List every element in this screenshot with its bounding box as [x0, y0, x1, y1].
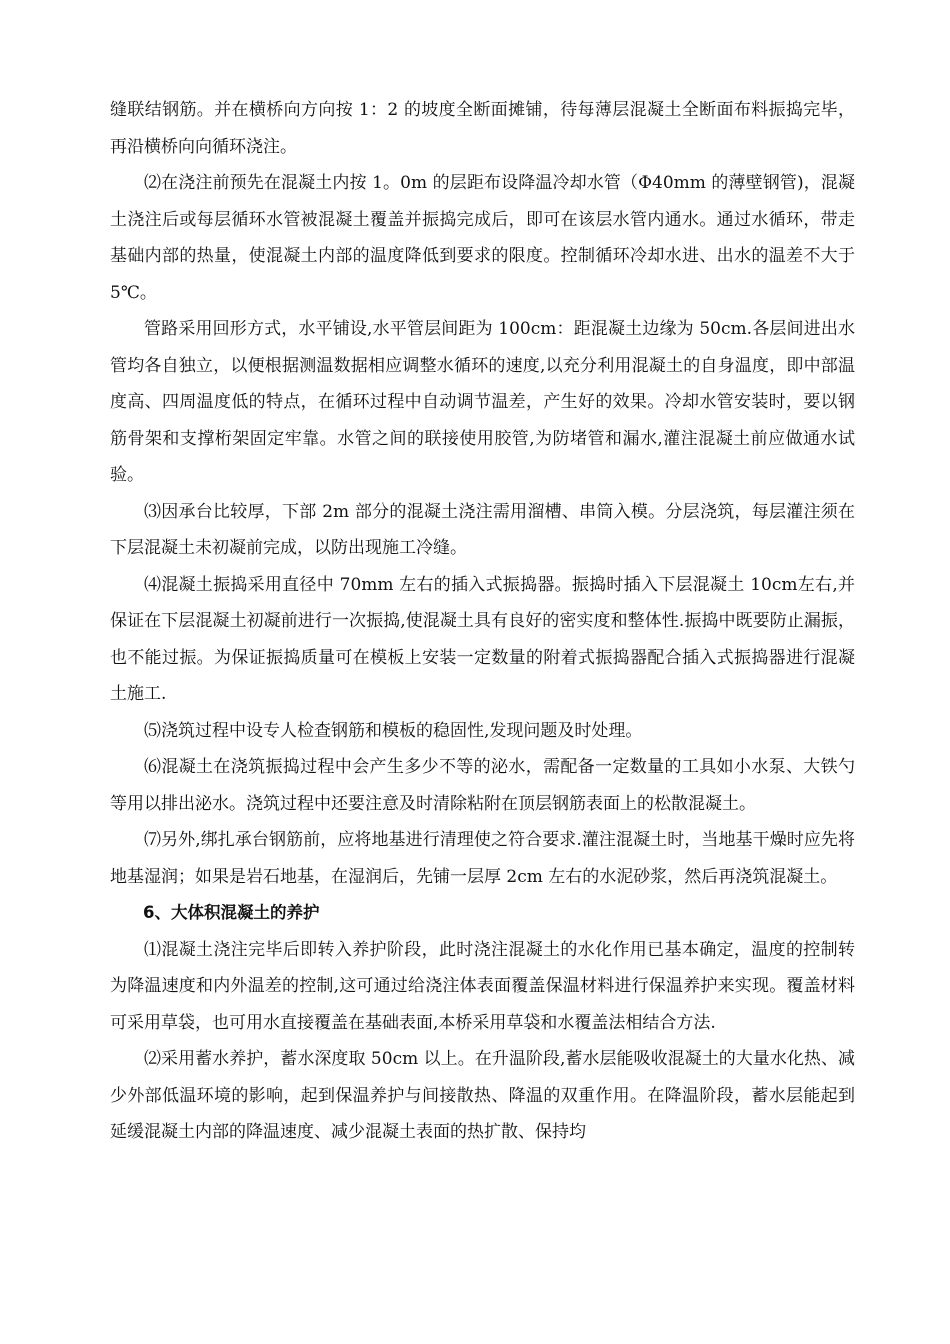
document-page: [110, 92, 855, 1151]
paragraph-cooling-pipes: ⑵在浇注前预先在混凝土内按 1。0m 的层距布设降温冷却水管（Φ40mm 的薄壁钢管)，混凝土浇注后或每层循环水管被混凝土覆盖并振捣完成后，即可在该层水管内通水。通过水循环，带走基础内部的热量，使混凝土内部的温度降低到要求的限度。控制循环冷却水进、出水的温差不大于 5℃。: [110, 173, 855, 303]
paragraph-bleed-water: ⑹混凝土在浇筑振捣过程中会产生多少不等的泌水，需配备一定数量的工具如小水泵、大铁勺等用以排出泌水。浇筑过程中还要注意及时清除粘附在顶层钢筋表面上的松散混凝土。: [110, 757, 855, 814]
paragraph-vibration: ⑷混凝土振捣采用直径中 70mm 左右的插入式振捣器。振捣时插入下层混凝土 10cm左右,并保证在下层混凝土初凝前进行一次振捣,使混凝土具有良好的密实度和整体性.振捣中既要防止漏振，也不能过振。为保证振捣质量可在模板上安装一定数量的附着式振捣器配合插入式振捣器进行混凝土施工.: [110, 574, 855, 704]
paragraph-foundation-prep: ⑺另外,绑扎承台钢筋前，应将地基进行清理使之符合要求.灌注混凝土时，当地基干燥时应先将地基湿润；如果是岩石地基，在湿润后，先铺一层厚 2cm 左右的水泥砂浆，然后再浇筑混凝土。: [110, 830, 855, 887]
paragraph-inspection: ⑸浇筑过程中设专人检查钢筋和模板的稳固性,发现问题及时处理。: [144, 720, 643, 741]
paragraph-chute-pouring: ⑶因承台比较厚，下部 2m 部分的混凝土浇注需用溜槽、串筒入模。分层浇筑，每层灌注须在下层混凝土未初凝前完成，以防出现施工冷缝。: [110, 501, 855, 558]
section-heading: 6、大体积混凝土的养护: [143, 903, 320, 922]
paragraph-water-curing: ⑵采用蓄水养护，蓄水深度取 50cm 以上。在升温阶段,蓄水层能吸收混凝土的大量水化热、减少外部低温环境的影响，起到保温养护与间接散热、降温的双重作用。在降温阶段，蓄水层能起到延缓混凝土内部的降温速度、减少混凝土表面的热扩散、保持均: [110, 1049, 855, 1142]
paragraph-curing-stage: ⑴混凝土浇注完毕后即转入养护阶段，此时浇注混凝土的水化作用已基本确定，温度的控制转为降温速度和内外温差的控制,这可通过给浇注体表面覆盖保温材料进行保温养护来实现。覆盖材料可采用草袋，也可用水直接覆盖在基础表面,本桥采用草袋和水覆盖法相结合方法.: [110, 939, 855, 1033]
paragraph-pipe-layout: 管路采用回形方式，水平铺设,水平管层间距为 100cm：距混凝土边缘为 50cm.各层间进出水管均各自独立，以便根据测温数据相应调整水循环的速度,以充分利用混凝土的自身温度，即中部温度高、四周温度低的特点，在循环过程中自动调节温差，产生好的效果。冷却水管安装时，要以钢筋骨架和支撑桁架固定牢靠。水管之间的联接使用胶管,为防堵管和漏水,灌注混凝土前应做通水试验。: [110, 319, 855, 485]
paragraph-continuation: 缝联结钢筋。并在横桥向方向按 1：2 的坡度全断面摊铺，待每薄层混凝土全断面布料振捣完毕，再沿横桥向向循环浇注。: [110, 100, 855, 157]
